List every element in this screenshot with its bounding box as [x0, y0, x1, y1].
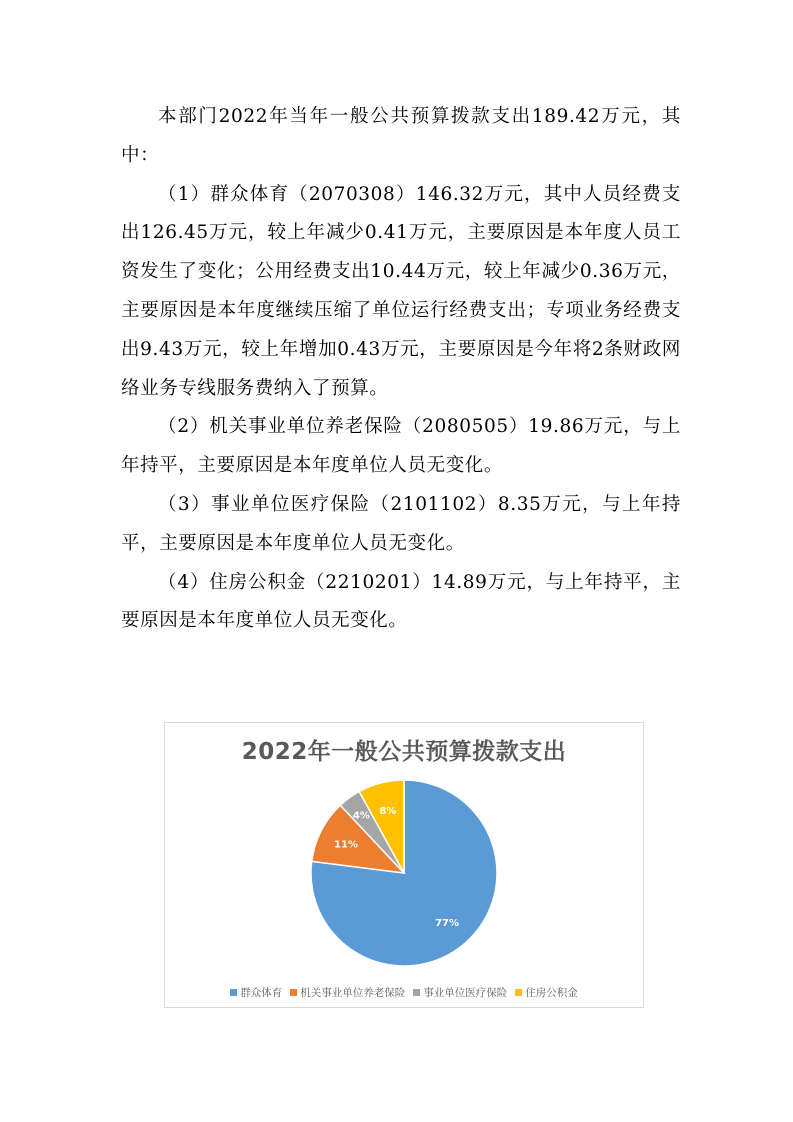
- legend-item: [230, 985, 282, 1000]
- pie-slice-label: 8%: [379, 805, 397, 817]
- paragraph-intro: 本部门2022年当年一般公共预算拨款支出189.42万元，其中：: [121, 106, 681, 166]
- pie-slice-label: 4%: [352, 810, 370, 822]
- legend-label: 住房公积金: [525, 987, 578, 999]
- pie-slice-label: 77%: [435, 917, 460, 929]
- paragraph-item-4: （4）住房公积金（2210201）14.89万元，与上年持平，主要原因是本年度单位人员无变化。: [121, 571, 681, 632]
- chart-legend: [165, 985, 643, 1000]
- paragraph-item-1: （1）群众体育（2070308）146.32万元，其中人员经费支出126.45万元，较上年减少0.41万元，主要原因是本年度人员工资发生了变化；公用经费支出10.44万元，较上年减少0.36万元，主要原因是本年度继续压缩了单位运行经费支出；专项业务经费支出9.43万元，较上年增加0.43万元，主要原因是今年将2条财政网络业务专线服务费纳入了预算。: [121, 183, 681, 399]
- legend-item: [413, 985, 507, 1000]
- pie-chart: [164, 722, 644, 1008]
- legend-item: [515, 985, 578, 1000]
- legend-label: 事业单位医疗保险: [423, 987, 508, 999]
- body-text: [121, 98, 681, 641]
- pie-chart-canvas: [165, 723, 643, 1007]
- legend-label: 机关事业单位养老保险: [300, 987, 406, 999]
- chart-title: 2022年一般公共预算拨款支出: [241, 739, 567, 765]
- paragraph-item-3: （3）事业单位医疗保险（2101102）8.35万元，与上年持平，主要原因是本年度单位人员无变化。: [121, 493, 681, 554]
- pie-slice-label: 11%: [334, 839, 358, 851]
- legend-swatch: [515, 989, 522, 996]
- legend-label: 群众体育: [240, 987, 283, 999]
- legend-swatch: [290, 989, 297, 996]
- legend-item: [290, 985, 405, 1000]
- legend-swatch: [230, 989, 237, 996]
- paragraph-item-2: （2）机关事业单位养老保险（2080505）19.86万元，与上年持平，主要原因是本年度单位人员无变化。: [121, 416, 681, 477]
- legend-swatch: [413, 989, 420, 996]
